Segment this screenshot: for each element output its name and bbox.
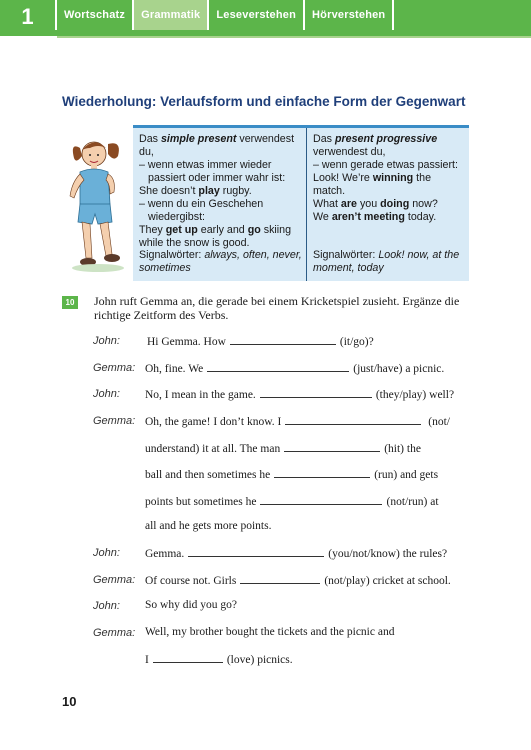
line-text: the rules? [402,548,448,560]
dialogue-line [145,546,447,560]
answer-blank[interactable] [207,361,349,372]
tab-grammatik[interactable]: Grammatik [134,0,207,30]
dialogue-line [145,441,421,455]
example-text: What [313,198,341,210]
dialogue-line [145,652,293,666]
answer-blank[interactable] [153,652,223,663]
signal-words: always, often, never, sometimes [139,249,302,274]
dialogue-line [145,573,451,587]
exercise-number: 10 [62,296,78,309]
answer-blank[interactable] [188,546,324,557]
line-text: understand) it at all. The man [145,443,281,455]
speaker-label: Gemma: [93,574,136,586]
verb-hint: (not/run) [386,496,428,508]
rule-text: – wenn gerade etwas passiert: [313,159,458,171]
text: verwendest du, [139,133,295,158]
header-rule-light [57,36,531,38]
example-text: rugby. [219,185,252,197]
answer-blank[interactable] [274,467,370,478]
line-text: a picnic. [405,363,445,375]
example-verb: aren’t meeting [331,211,405,223]
example-verb: go [247,224,261,236]
example-text: today. [404,211,437,223]
dialogue-line [145,387,454,401]
verb-hint: (hit) [384,443,405,455]
simple-present-column [139,133,305,250]
example-text: you [356,198,381,210]
line-text: well? [429,389,455,401]
line-text: picnics. [257,654,293,666]
line-text: at [430,496,439,508]
verb-hint: (just/have) [353,363,403,375]
example-verb: are [340,198,357,210]
line-text: all and he gets more points. [145,520,272,532]
tab-leseverstehen[interactable]: Leseverstehen [209,0,303,30]
dialogue-line [145,599,237,611]
signal-words-right [313,249,465,275]
example-verb: doing [380,198,410,210]
present-progressive-column [313,133,465,224]
signal-words-left [139,249,305,275]
line-text: cricket at school. [372,575,451,587]
dialogue-line [145,361,444,375]
tab-wortschatz[interactable]: Wortschatz [57,0,132,30]
example-text: We [313,211,332,223]
line-text: and gets [400,469,439,481]
example-verb: play [198,185,220,197]
speaker-label: John: [93,335,120,347]
text: Das [139,133,161,145]
signal-label: Signalwörter: [139,249,205,261]
line-text: Of course not. Girls [145,575,237,587]
answer-blank[interactable] [284,441,380,452]
line-text: Oh, fine. We [145,363,204,375]
line-text: No, I mean in the game. [145,389,256,401]
line-text: Gemma. [145,548,185,560]
speaker-label: John: [93,600,120,612]
example-text: the match. [313,172,432,197]
chapter-number: 1 [0,0,55,36]
rule-text: – wenn du ein Geschehen wiedergibst: [139,198,264,223]
text: verwendest du, [313,146,386,158]
line-text: points but sometimes he [145,496,257,508]
term-present-progressive: present progressive [334,133,438,145]
answer-blank[interactable] [260,494,382,505]
dialogue-line [145,626,394,638]
dialogue-line [145,414,450,428]
exercise-instruction: John ruft Gemma an, die gerade bei einem Kricketspiel zusieht. Ergänze die richtige Zeitform des Verbs. [94,294,460,322]
grammar-divider [306,128,307,281]
answer-blank[interactable] [230,334,336,345]
girl-illustration [62,134,132,276]
example-text: early and [197,224,248,236]
answer-blank[interactable] [240,573,320,584]
dialogue-line [147,334,374,348]
verb-hint: (it/go)? [339,336,374,348]
grammar-box [133,125,469,281]
speaker-label: Gemma: [93,627,136,639]
speaker-label: John: [93,388,120,400]
signal-label: Signalwörter: [313,249,379,261]
example-verb: winning [372,172,414,184]
verb-hint: (love) [226,654,255,666]
text: Das [313,133,335,145]
tab-hoerverstehen[interactable]: Hörverstehen [305,0,392,30]
speaker-label: John: [93,547,120,559]
answer-blank[interactable] [285,414,421,425]
rule-text: – wenn etwas immer wieder passiert oder immer wahr ist: [139,159,286,184]
line-text: ball and then sometimes he [145,469,271,481]
example-text: now? [409,198,438,210]
example-text: They [139,224,166,236]
page-number: 10 [62,694,77,709]
dialogue-line [145,494,439,508]
tab-spacer [394,0,531,30]
chapter-header [0,0,531,36]
section-tabs [57,0,531,30]
verb-hint: (you/not/know) [328,548,400,560]
example-text: skiing while the snow is good. [139,224,292,249]
example-text: She doesn’t [139,185,199,197]
line-text: Oh, the game! I don’t know. I [145,416,282,428]
section-title: Wiederholung: Verlaufsform und einfache Form der Gegenwart [62,94,466,109]
example-text: Look! We’re [313,172,373,184]
example-verb: get up [165,224,198,236]
line-text: Well, my brother bought the tickets and the picnic and [145,626,395,638]
term-simple-present: simple present [160,133,237,145]
verb-hint: (not/play) [324,575,370,587]
verb-hint: (run) [374,469,398,481]
verb-hint: (they/play) [375,389,427,401]
dialogue-line [145,467,438,481]
dialogue-line [145,520,271,532]
speaker-label: Gemma: [93,415,136,427]
line-text: So why did you go? [145,599,237,611]
line-text: the [406,443,421,455]
answer-blank[interactable] [260,387,372,398]
signal-words: Look! now, at the moment, today [313,249,460,274]
line-text: I [145,654,149,666]
speaker-label: Gemma: [93,362,136,374]
verb-hint: (not/ [428,416,450,428]
line-text: Hi Gemma. How [147,336,226,348]
